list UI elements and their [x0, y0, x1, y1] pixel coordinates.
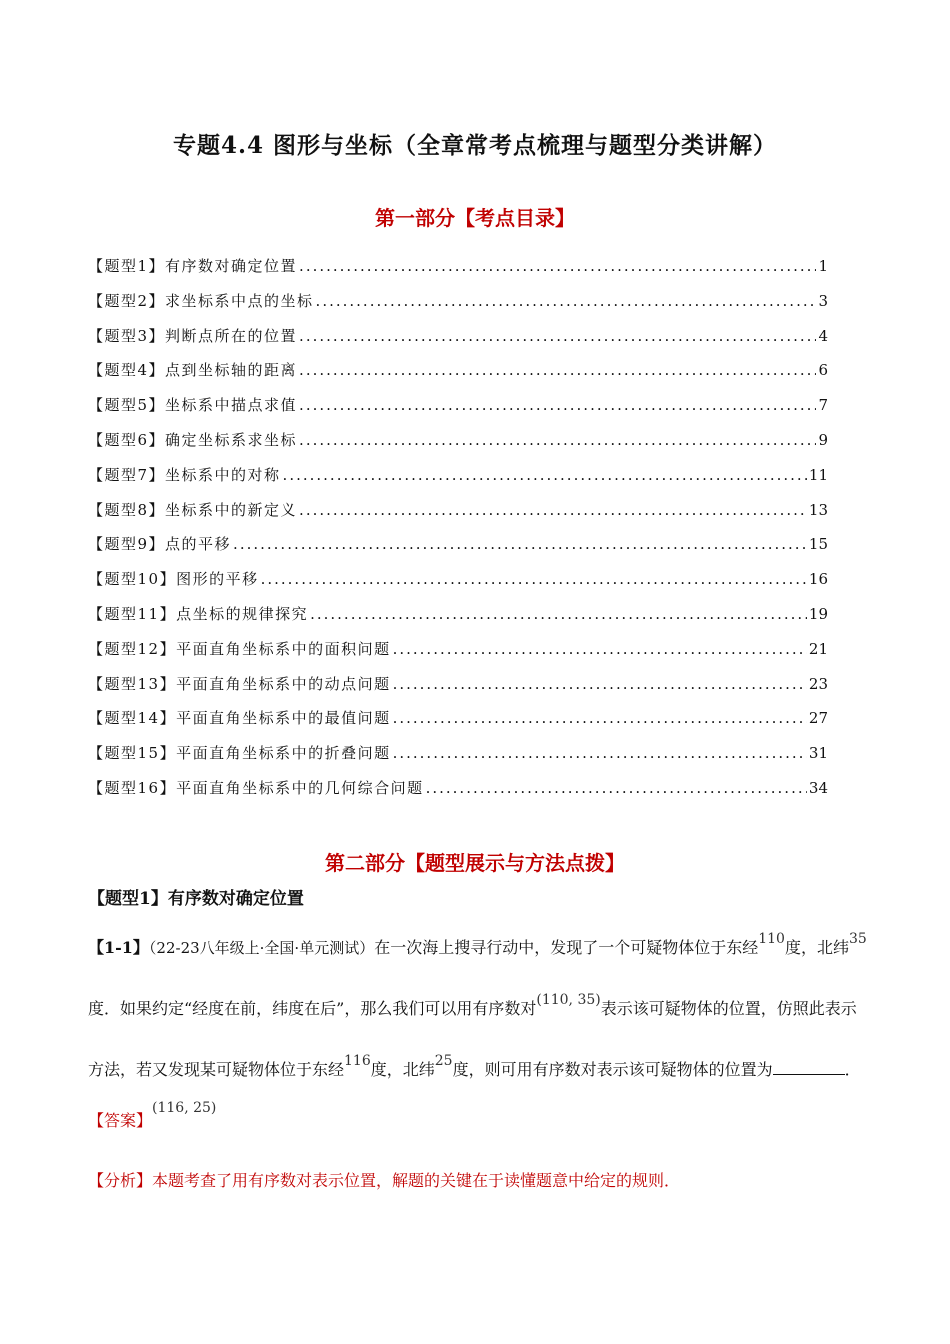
toc-item-page: 19 — [808, 604, 828, 623]
toc-item-label: 【题型10】图形的平移 — [88, 570, 259, 589]
toc-item-page: 11 — [808, 465, 828, 484]
toc-leader — [261, 570, 807, 588]
toc-item[interactable] — [88, 499, 828, 534]
analysis: 【分析】本题考查了用有序数对表示位置，解题的关键在于读懂题意中给定的规则． — [88, 1171, 681, 1190]
toc-item-label: 【题型2】求坐标系中点的坐标 — [88, 291, 314, 310]
toc-item-label: 【题型12】平面直角坐标系中的面积问题 — [88, 639, 391, 658]
toc-item[interactable] — [88, 325, 828, 360]
part2-heading: 第二部分【题型展示与方法点拨】 — [325, 851, 625, 875]
toc-item-label: 【题型5】坐标系中描点求值 — [88, 396, 298, 415]
toc-item-page: 1 — [818, 257, 828, 275]
problem-text-segment: 在一次海上搜寻行动中，发现了一个可疑物体位于东经 — [374, 938, 759, 957]
toc-item[interactable] — [88, 255, 828, 290]
toc-item[interactable] — [88, 777, 828, 812]
toc-item-label: 【题型3】判断点所在的位置 — [88, 326, 298, 345]
toc-item[interactable] — [88, 429, 828, 464]
toc-leader — [426, 779, 807, 797]
toc-item-page: 34 — [808, 778, 828, 797]
toc-item[interactable] — [88, 464, 828, 499]
toc-item[interactable] — [88, 290, 828, 325]
toc-item-page: 27 — [808, 709, 828, 728]
answer-blank — [773, 1060, 845, 1075]
toc-item[interactable] — [88, 533, 828, 568]
toc-item-page: 13 — [808, 500, 828, 519]
toc-item-label: 【题型14】平面直角坐标系中的最值问题 — [88, 709, 391, 728]
toc-item[interactable] — [88, 394, 828, 429]
toc-leader — [299, 327, 816, 345]
problem-text-segment: 度，则可用有序数对表示该可疑物体的位置为 — [452, 1060, 773, 1079]
toc-item-page: 21 — [808, 639, 828, 658]
toc-item[interactable] — [88, 742, 828, 777]
toc-item-page: 4 — [818, 326, 828, 345]
toc-leader — [233, 535, 807, 553]
problem-text — [88, 918, 868, 1101]
math-value: (110, 35) — [536, 992, 601, 1008]
section-heading: 【题型1】有序数对确定位置 — [88, 889, 304, 909]
toc-item-label: 【题型9】点的平移 — [88, 535, 232, 554]
toc-leader — [299, 396, 816, 414]
toc-leader — [393, 709, 807, 727]
problem-number: 【1-1】 — [88, 938, 149, 957]
toc-leader — [299, 431, 816, 449]
problem-text-segment: 表示该可疑物体的位置，仿照此表示方法，若又发现某可疑物体位于东经 — [88, 999, 857, 1079]
toc-item-label: 【题型4】点到坐标轴的距离 — [88, 361, 298, 380]
toc-leader — [283, 466, 807, 484]
toc-item-label: 【题型1】有序数对确定位置 — [88, 257, 298, 275]
answer — [88, 1100, 217, 1131]
toc-item-page: 31 — [808, 744, 828, 763]
problem-text-segment: 度，北纬 — [784, 938, 849, 957]
math-value: 116 — [344, 1053, 371, 1069]
problem-text-segment: ． — [844, 1060, 861, 1079]
problem-source: （22-23八年级上·全国·单元测试） — [148, 939, 375, 957]
answer-value: (116, 25) — [152, 1100, 217, 1116]
toc-leader — [299, 501, 807, 519]
toc-item[interactable] — [88, 638, 828, 673]
math-value: 25 — [434, 1053, 453, 1069]
problem-text-segment: 度，北纬 — [370, 1060, 435, 1079]
toc-item-page: 15 — [808, 535, 828, 554]
toc-leader — [393, 744, 807, 762]
toc-item[interactable] — [88, 603, 828, 638]
toc-item[interactable] — [88, 707, 828, 742]
math-value: 35 — [848, 931, 867, 947]
toc-leader — [299, 361, 816, 379]
toc-item-label: 【题型15】平面直角坐标系中的折叠问题 — [88, 744, 391, 763]
toc-item-page: 6 — [818, 361, 828, 380]
toc-item-page: 3 — [818, 291, 828, 310]
problem-text-segment: 度．如果约定“经度在前，纬度在后”，那么我们可以用有序数对 — [88, 999, 537, 1018]
part1-heading: 第一部分【考点目录】 — [375, 206, 575, 230]
toc-leader — [316, 292, 817, 310]
toc-item-label: 【题型7】坐标系中的对称 — [88, 465, 281, 484]
toc-item-page: 9 — [818, 430, 828, 449]
toc-item-label: 【题型8】坐标系中的新定义 — [88, 500, 298, 519]
toc-item-page: 23 — [808, 674, 828, 693]
toc-leader — [393, 640, 807, 658]
toc-item[interactable] — [88, 359, 828, 394]
toc-item-label: 【题型16】平面直角坐标系中的几何综合问题 — [88, 778, 424, 797]
page-title: 专题4.4 图形与坐标（全章常考点梳理与题型分类讲解） — [172, 132, 778, 159]
toc-item-label: 【题型11】点坐标的规律探究 — [88, 604, 309, 623]
toc-leader — [393, 675, 807, 693]
answer-label: 【答案】 — [88, 1111, 153, 1130]
toc-item[interactable] — [88, 673, 828, 708]
toc-item-label: 【题型6】确定坐标系求坐标 — [88, 430, 298, 449]
toc-leader — [310, 605, 807, 623]
toc-leader — [299, 257, 816, 275]
toc-item-page: 7 — [818, 396, 828, 415]
table-of-contents — [88, 255, 828, 812]
toc-item-page: 16 — [808, 570, 828, 589]
math-value: 110 — [758, 931, 785, 947]
toc-item[interactable] — [88, 568, 828, 603]
toc-item-label: 【题型13】平面直角坐标系中的动点问题 — [88, 674, 391, 693]
